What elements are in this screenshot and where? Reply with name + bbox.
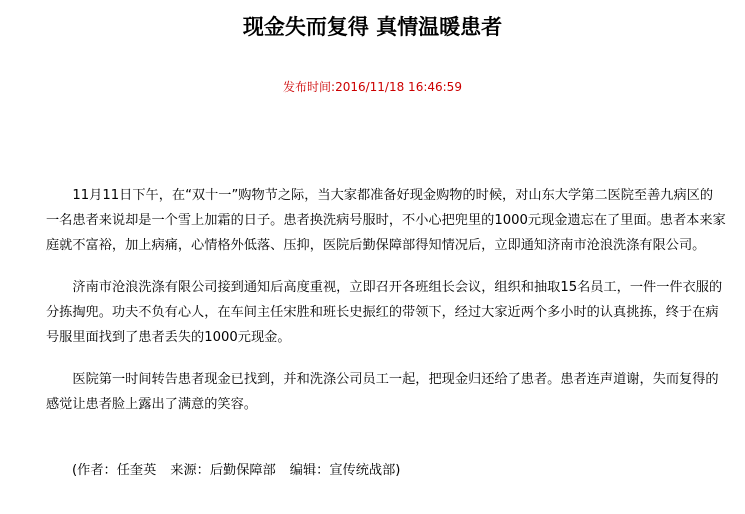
paragraph-1: 11月11日下午，在“双十一”购物节之际，当大家都准备好现金购物的时候，对山东大学第二医院至善九病区的一名患者来说却是一个雪上加霜的日子。患者换洗病号服时，不小心把兜里的1000元现金遗忘在了里面。患者本来家庭就不富裕，加上病痛，心情格外低落、压抑，医院后勤保障部得知情况后，立即通知济南市沧浪洗涤有限公司。 [46,188,726,253]
article-body [46,183,726,434]
author-label: 作者： [77,463,117,478]
article-title: 现金失而复得 真情温暖患者 [242,15,503,39]
source-name: 后勤保障部 [209,463,276,478]
editor-label: 编辑： [289,463,330,478]
publish-info [0,78,745,96]
paragraph-3: 医院第一时间转告患者现金已找到，并和洗涤公司员工一起，把现金归还给了患者。患者连声道谢，失而复得的感觉让患者脸上露出了满意的笑容。 [46,372,719,412]
byline-open: ( [72,463,78,478]
publish-label: 发布时间: [283,80,336,94]
author-name: 任奎英 [116,463,157,478]
source-label: 来源： [170,463,210,478]
paragraph-2: 济南市沧浪洗涤有限公司接到通知后高度重视，立即召开各班组长会议，组织和抽取15名员工，一件一件衣服的分拣掏兜。功夫不负有心人，在车间主任宋胜和班长史振红的带领下，经过大家近两个多小时的认真挑拣，终于在病号服里面找到了患者丢失的1000元现金。 [46,280,723,345]
byline-close: ) [395,463,401,478]
byline [72,459,400,483]
publish-time: 2016/11/18 16:46:59 [335,80,462,94]
editor-name: 宣传统战部 [329,463,396,478]
